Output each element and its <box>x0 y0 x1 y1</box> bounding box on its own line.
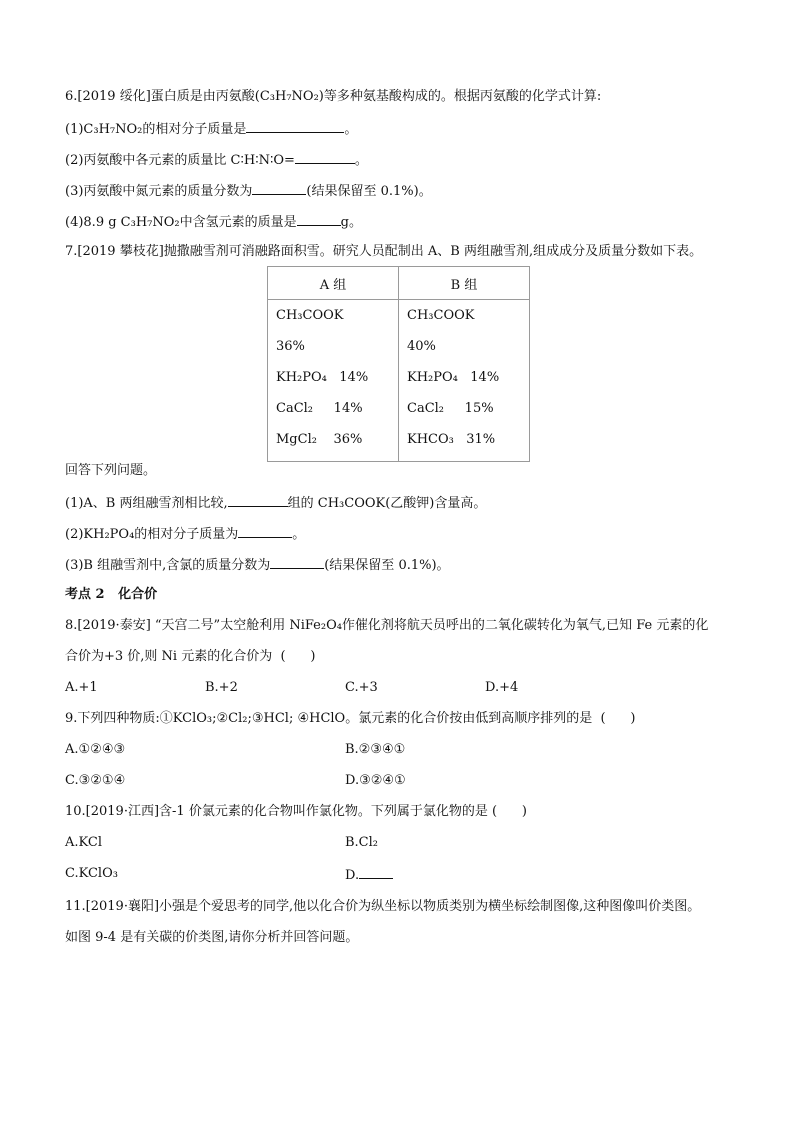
q11-line1: 11.[2019·襄阳]小强是个爱思考的同学,他以化合价为纵坐标以物质类别为横坐标绘制图像,这种图像叫价类图。 <box>65 899 701 914</box>
q7-part1 <box>65 493 486 513</box>
q8-option-d[interactable]: D.+4 <box>485 680 519 695</box>
q6-part2 <box>65 150 368 170</box>
q9-stem: 9.下列四种物质:①KClO₃;②Cl₂;③HCl; ④HClO。氯元素的化合价按由低到高顺序排列的是 ( ) <box>65 711 636 726</box>
q6-part2-end: 。 <box>354 153 368 168</box>
q7-a-item: CH₃COOK <box>276 308 344 323</box>
q6-part2-text: (2)丙氨酸中各元素的质量比 C∶H∶N∶O= <box>65 153 295 168</box>
q8-stem-line1: 8.[2019·泰安] “天宫二号”太空舱利用 NiFe₂O₄作催化剂将航天员呼出的二氧化碳转化为氧气,已知 Fe 元素的化 <box>65 618 709 633</box>
q9-option-a[interactable]: A.①②④③ <box>65 742 126 757</box>
q6-part1 <box>65 119 357 139</box>
q10-option-a[interactable]: A.KCl <box>65 835 102 850</box>
q9-option-c[interactable]: C.③②①④ <box>65 773 126 788</box>
q6-part3 <box>65 181 432 201</box>
q6-part4-text: (4)8.9 g C₃H₇NO₂中含氢元素的质量是 <box>65 215 297 230</box>
q6-part1-end: 。 <box>344 122 358 137</box>
q8-option-c[interactable]: C.+3 <box>345 680 378 695</box>
section-heading: 考点 2 化合价 <box>65 587 158 602</box>
q7-col-b <box>399 300 530 462</box>
q7-part2-end: 。 <box>292 527 306 542</box>
q9-option-d[interactable]: D.③②④① <box>345 773 406 788</box>
q7-a-item: CaCl₂ 14% <box>276 401 363 416</box>
q7-a-item: MgCl₂ 36% <box>276 432 363 447</box>
q6-part4-end: g。 <box>340 215 362 230</box>
q7-a-item: KH₂PO₄ 14% <box>276 370 369 385</box>
q7-table-body-row <box>268 300 530 462</box>
q7-part1-blank[interactable] <box>228 493 288 507</box>
q7-part3-blank[interactable] <box>270 555 324 569</box>
q8-option-a[interactable]: A.+1 <box>65 680 98 695</box>
q10-option-b[interactable]: B.Cl₂ <box>345 835 379 850</box>
q6-stem: 6.[2019 绥化]蛋白质是由丙氨酸(C₃H₇NO₂)等多种氨基酸构成的。根据丙氨酸的化学式计算: <box>65 89 602 104</box>
q7-part3 <box>65 555 450 575</box>
q6-part1-blank[interactable] <box>246 119 344 133</box>
q7-col-a <box>268 300 399 462</box>
q7-b-item: 40% <box>407 339 436 354</box>
q6-part3-text: (3)丙氨酸中氮元素的质量分数为 <box>65 184 253 199</box>
q8-stem-line2: 合价为+3 价,则 Ni 元素的化合价为 ( ) <box>65 649 316 664</box>
q6-part3-end: (结果保留至 0.1%)。 <box>306 184 432 199</box>
q10-option-d-blank[interactable] <box>359 865 393 879</box>
q7-b-item: CaCl₂ 15% <box>407 401 494 416</box>
q7-b-item: KHCO₃ 31% <box>407 432 496 447</box>
q7-part2-blank[interactable] <box>238 524 292 538</box>
q7-b-item: CH₃COOK <box>407 308 475 323</box>
q7-intro: 回答下列问题。 <box>65 463 157 478</box>
q7-table <box>267 266 530 462</box>
q6-part1-text: (1)C₃H₇NO₂的相对分子质量是 <box>65 122 247 137</box>
q6-part3-blank[interactable] <box>252 181 306 195</box>
q7-header-b: B 组 <box>399 267 530 300</box>
q7-stem: 7.[2019 攀枝花]抛撒融雪剂可消融路面积雪。研究人员配制出 A、B 两组融雪剂,组成成分及质量分数如下表。 <box>65 244 703 259</box>
q7-part3-text: (3)B 组融雪剂中,含氯的质量分数为 <box>65 558 271 573</box>
q9-option-b[interactable]: B.②③④① <box>345 742 406 757</box>
q10-option-d[interactable] <box>345 865 393 885</box>
q6-part2-blank[interactable] <box>295 150 355 164</box>
q7-part3-end: (结果保留至 0.1%)。 <box>324 558 450 573</box>
q7-part2-text: (2)KH₂PO₄的相对分子质量为 <box>65 527 239 542</box>
q6-part4-blank[interactable] <box>297 212 341 226</box>
q10-option-d-label: D. <box>345 868 360 883</box>
q6-part4 <box>65 212 362 232</box>
q7-part2 <box>65 524 305 544</box>
q8-option-b[interactable]: B.+2 <box>205 680 238 695</box>
q7-a-item: 36% <box>276 339 305 354</box>
q7-header-a: A 组 <box>268 267 399 300</box>
q11-line2: 如图 9-4 是有关碳的价类图,请你分析并回答问题。 <box>65 930 359 945</box>
q7-part1-text: (1)A、B 两组融雪剂相比较, <box>65 496 228 511</box>
q7-b-item: KH₂PO₄ 14% <box>407 370 500 385</box>
q7-part1-end: 组的 CH₃COOK(乙酸钾)含量高。 <box>287 496 487 511</box>
q7-table-header-row <box>268 267 530 300</box>
q10-option-c[interactable]: C.KClO₃ <box>65 866 118 881</box>
q10-stem: 10.[2019·江西]含-1 价氯元素的化合物叫作氯化物。下列属于氯化物的是 ( ) <box>65 804 527 819</box>
